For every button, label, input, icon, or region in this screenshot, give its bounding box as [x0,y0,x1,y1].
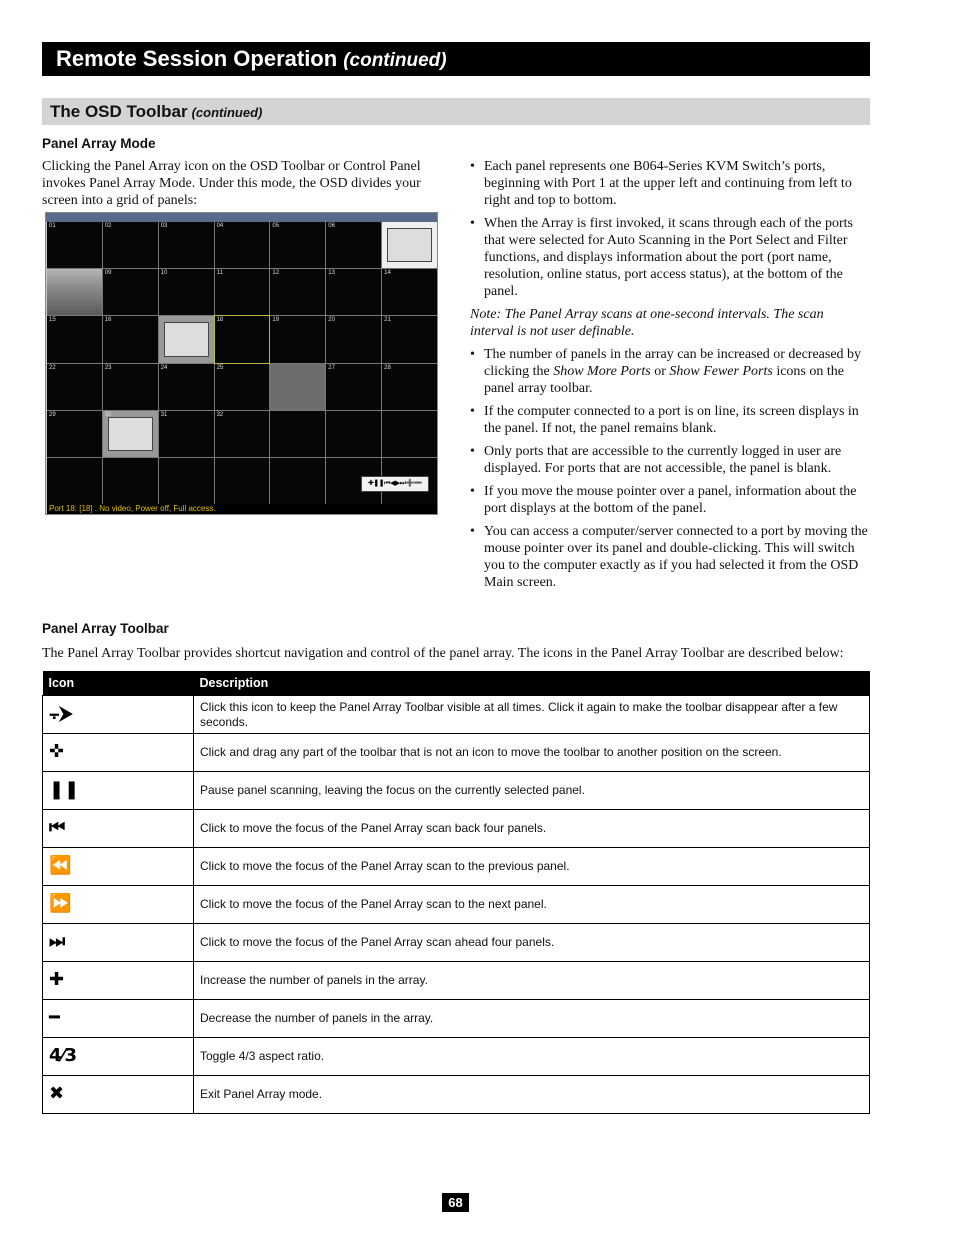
panel-port-label: 04 [216,223,224,229]
panel-cell [270,411,325,457]
panel-screen-preview [108,417,153,451]
icon-cell [43,886,194,924]
panel-port-label: 32 [216,411,224,418]
panel-port-label: 01 [49,223,56,229]
panel-port-label: 13 [328,270,335,277]
table-row [43,848,870,886]
panel-cell [103,364,158,410]
panel-port-label: 10 [160,270,168,277]
panel-cell [103,458,158,504]
panel-port-label: 22 [49,364,56,371]
panel-cell [103,222,158,268]
panel-port-label: 30 [104,411,112,418]
panel-port-label: 29 [49,411,56,418]
panel-port-label: 12 [272,270,280,277]
table-row [43,1076,870,1114]
scan-note: Note: The Panel Array scans at one-second intervals. The scan interval is not user definable. [470,307,824,339]
section-continued: (continued) [191,105,263,120]
panel-cell [382,269,437,315]
panel-cell [326,364,381,410]
panel-port-label: 24 [160,364,168,371]
screenshot-title-bar [46,213,437,222]
panel-port-label: 31 [160,411,168,418]
panel-port-label: 18 [216,317,224,324]
table-row [43,1000,870,1038]
table-row [43,696,870,734]
previous-icon: ⏪ [49,855,72,876]
toolbar-icons-table [42,671,870,1114]
panel-cell [159,458,214,504]
description-cell: Click this icon to keep the Panel Array Toolbar visible at all times. Click it again to make the toolbar disappear after a few seconds. [194,696,870,734]
bullet-text: The number of panels in the array can be increased or decreased by clicking the [484,347,862,379]
panel-port-label: 14 [384,270,391,277]
table-row [43,734,870,772]
description-cell: Click to move the focus of the Panel Array scan to the previous panel. [194,848,870,886]
panel-port-label: 23 [104,364,112,371]
panel-port-label: 15 [49,317,56,324]
panel-array-toolbar-intro: The Panel Array Toolbar provides shortcut navigation and control of the panel array. The icons in the Panel Array Toolbar are described below: [42,646,844,661]
panel-grid [47,222,437,504]
panel-port-label: 21 [384,317,391,324]
panel-cell [382,411,437,457]
bullet-item: • When the Array is first invoked, it scans through each of the ports that were selected for Auto Scanning in the Port Select and Filter functions, and displays information about the port (port name, resolution, online status, port access status), at the bottom of the panel. [470,215,870,300]
bullet-text: or [650,364,670,379]
panel-cell [159,269,214,315]
table-header-row [43,671,870,696]
panel-port-label: 02 [104,223,112,229]
panel-cell [159,411,214,457]
panel-cell [326,222,381,268]
next-icon: ⏩ [49,893,72,914]
panel-cell [47,458,102,504]
column-header-description: Description [194,671,870,696]
description-cell: Decrease the number of panels in the array. [194,1000,870,1038]
header-title: Remote Session Operation [56,46,338,71]
skip-forward-icon: ⏭ [49,931,66,952]
description-cell: Toggle 4/3 aspect ratio. [194,1038,870,1076]
description-cell: Click to move the focus of the Panel Array scan back four panels. [194,810,870,848]
panel-cell [47,411,102,457]
bullet-item: • If the computer connected to a port is on line, its screen displays in the panel. If not, the panel remains blank. [470,403,870,437]
icon-cell [43,962,194,1000]
icon-cell [43,772,194,810]
panel-array-mode-intro: Clicking the Panel Array icon on the OSD Toolbar or Control Panel invokes Panel Array Mode. Under this mode, the OSD divides your screen into a grid of panels: [42,159,421,208]
panel-port-label: 05 [272,223,280,229]
description-cell: Increase the number of panels in the array. [194,962,870,1000]
icon-cell [43,848,194,886]
panel-cell [47,222,102,268]
panel-cell [270,316,325,362]
section-title: The OSD Toolbar [50,102,188,121]
panel-port-label: 09 [104,270,112,277]
panel-cell [215,364,270,410]
description-cell: Click to move the focus of the Panel Array scan to the next panel. [194,886,870,924]
pause-icon: ❚❚ [49,779,80,800]
icon-cell [43,924,194,962]
icon-cell [43,1076,194,1114]
panel-cell [103,411,158,457]
skip-back-icon: ⏮ [49,817,66,838]
page-header [42,42,870,76]
panel-port-label: 28 [384,364,391,371]
panel-array-toolbar-mini: ✚❚❚⏮◀▶⏭➕➖ [361,476,429,492]
panel-cell [47,269,102,315]
table-row [43,924,870,962]
icon-cell [43,734,194,772]
bullet-emphasis: Show Fewer Ports [669,364,773,379]
panel-cell [215,222,270,268]
panel-cell [159,316,214,362]
table-row [43,962,870,1000]
panel-port-label: 03 [160,223,168,229]
header-continued: (continued) [343,50,447,71]
panel-port-label: 20 [328,317,335,324]
description-cell: Click to move the focus of the Panel Array scan ahead four panels. [194,924,870,962]
panel-cell [326,269,381,315]
table-row [43,772,870,810]
column-header-icon: Icon [43,671,194,696]
panel-port-label: 25 [216,364,224,371]
panel-cell [215,411,270,457]
description-cell: Exit Panel Array mode. [194,1076,870,1114]
panel-screen-preview [387,228,432,262]
panel-cell [270,269,325,315]
bullet-text: icons on the panel array toolbar. [484,364,844,396]
bullet-item: • Each panel represents one B064-Series KVM Switch’s ports, beginning with Port 1 at the upper left and continuing from left to right and top to bottom. [470,158,870,209]
close-icon: ✖ [49,1083,65,1104]
bullet-item: • If you move the mouse pointer over a panel, information about the port displays at the bottom of the panel. [470,483,870,517]
icon-cell [43,696,194,734]
panel-cell [47,364,102,410]
bullet-item [470,346,870,397]
panel-cell [215,458,270,504]
bullet-item: • Only ports that are accessible to the currently logged in user are displayed. For ports that are not accessible, the panel is blank. [470,443,870,477]
table-row [43,886,870,924]
page-number: 68 [442,1193,469,1212]
panel-cell [382,316,437,362]
icon-cell [43,1038,194,1076]
aspect-ratio-icon: 4⁄3 [49,1045,78,1066]
section-header [42,98,870,125]
icon-cell [43,1000,194,1038]
table-row [43,1038,870,1076]
panel-array-mode-heading: Panel Array Mode [42,136,156,151]
panel-cell [215,316,270,362]
panel-port-label: 19 [272,317,280,324]
panel-cell [159,222,214,268]
panel-port-label: 16 [104,317,112,324]
panel-port-label: 11 [216,270,223,277]
bullet-item: • You can access a computer/server connected to a port by moving the mouse pointer over its panel and double-clicking. This will switch you to the computer exactly as if you had selected it from the OSD Main screen. [470,523,870,591]
panel-cell [159,364,214,410]
panel-cell [103,269,158,315]
panel-cell [47,316,102,362]
panel-screen-preview [164,322,209,356]
bullet-emphasis: Show More Ports [553,364,651,379]
table-row [43,810,870,848]
move-icon: ✜ [49,741,65,762]
panel-cell [326,316,381,362]
panel-port-label: 06 [328,223,335,229]
panel-cell [382,364,437,410]
panel-array-toolbar-heading: Panel Array Toolbar [42,621,169,636]
panel-cell [270,364,325,410]
icon-cell [43,810,194,848]
panel-array-bullets [470,158,870,597]
screenshot-status-bar: Port 18: [18] . No video, Power off, Full access. [47,504,437,514]
panel-cell [326,411,381,457]
pin-icon: ⨪⮞ [49,703,73,724]
panel-cell [382,222,437,268]
panel-cell [270,222,325,268]
panel-cell [215,269,270,315]
panel-port-label: 27 [328,364,335,371]
panel-cell [270,458,325,504]
plus-icon: ✚ [49,969,65,990]
minus-icon: ━ [49,1007,60,1028]
description-cell: Pause panel scanning, leaving the focus on the currently selected panel. [194,772,870,810]
panel-cell [103,316,158,362]
description-cell: Click and drag any part of the toolbar that is not an icon to move the toolbar to another position on the screen. [194,734,870,772]
